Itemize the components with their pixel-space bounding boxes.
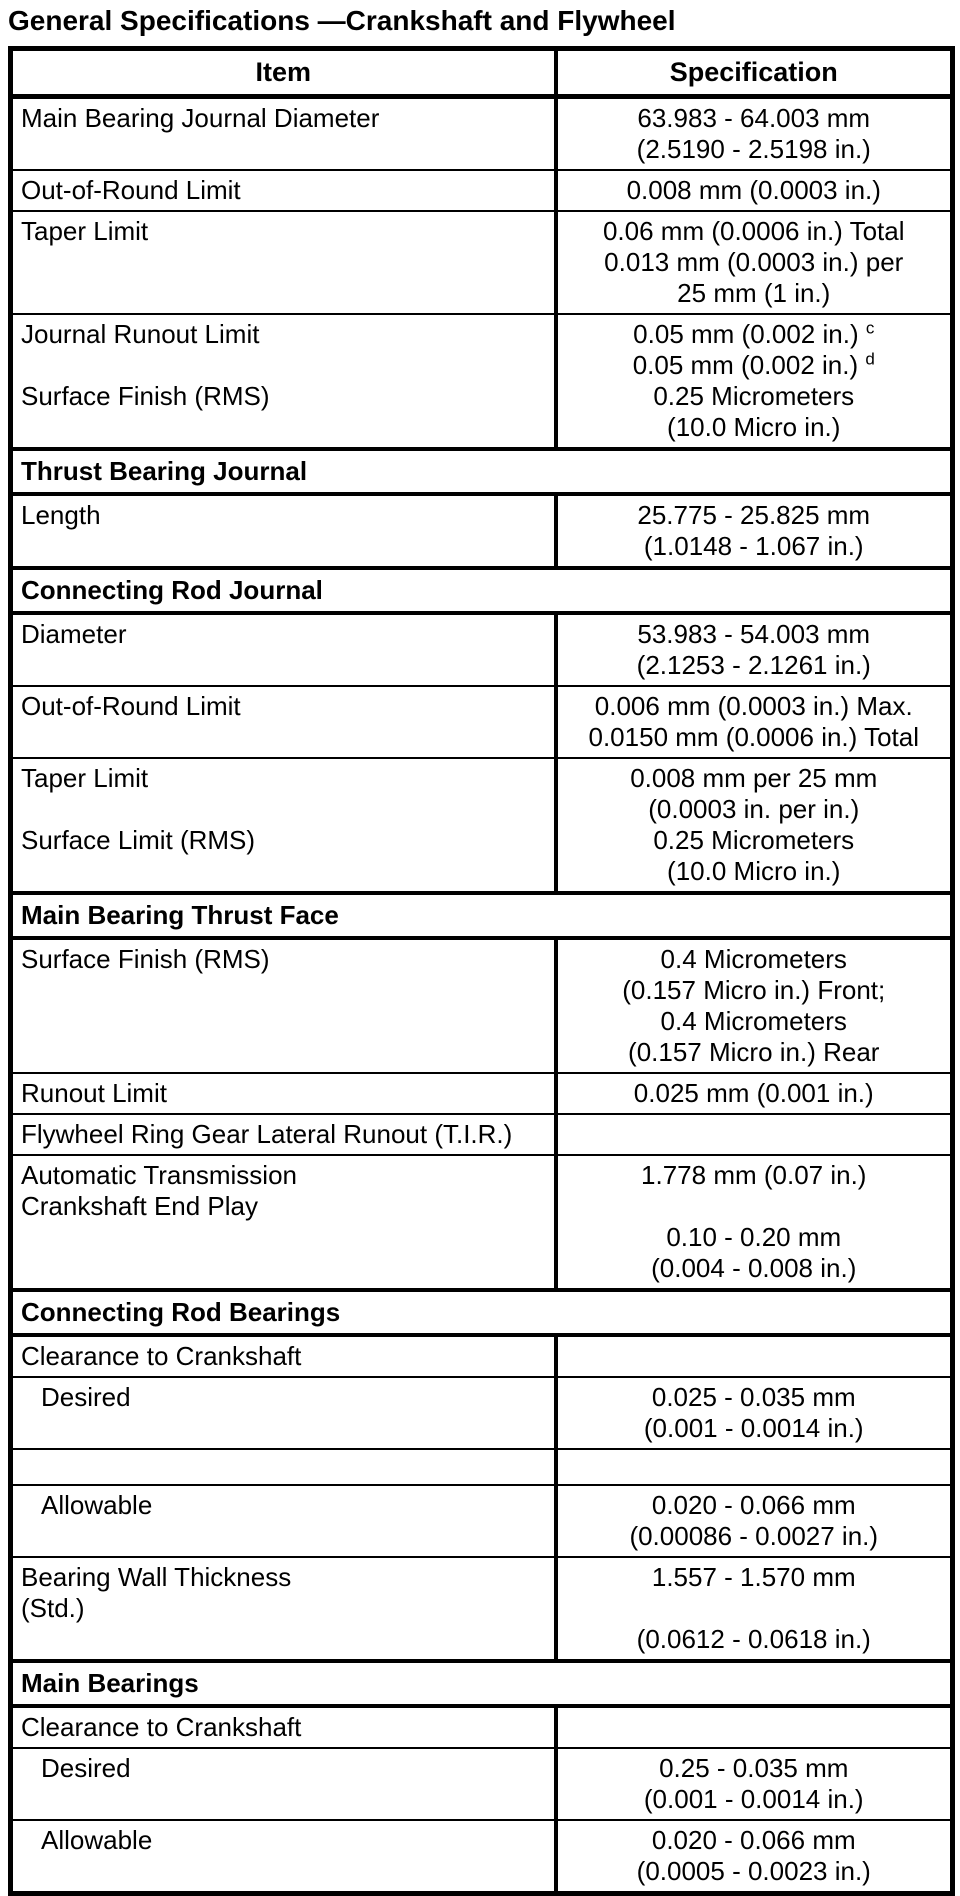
cell-line: 0.06 mm (0.0006 in.) Total <box>602 216 905 246</box>
table-row <box>11 758 953 893</box>
cell-line <box>566 1593 943 1624</box>
section-header: Connecting Rod Journal <box>11 568 953 613</box>
section-header: Main Bearings <box>11 1661 953 1706</box>
section-header: Connecting Rod Bearings <box>11 1290 953 1335</box>
cell-line: 0.4 Micrometers <box>660 1006 847 1036</box>
table-row <box>11 1449 953 1485</box>
spec-cell <box>556 1485 953 1557</box>
cell-line: (0.157 Micro in.) Front; <box>622 975 886 1005</box>
item-cell <box>11 938 556 1073</box>
cell-line: (0.0612 - 0.0618 in.) <box>636 1624 871 1654</box>
spec-cell <box>556 1073 953 1114</box>
cell-line <box>21 350 546 381</box>
table-row <box>11 1485 953 1557</box>
item-cell <box>11 686 556 758</box>
cell-line: Allowable <box>41 1490 153 1520</box>
cell-line: 0.0150 mm (0.0006 in.) Total <box>588 722 919 752</box>
table-row <box>11 1335 953 1377</box>
cell-line: (10.0 Micro in.) <box>667 412 841 442</box>
cell-line: Taper Limit <box>21 763 149 793</box>
cell-line: 0.008 mm (0.0003 in.) <box>626 175 881 205</box>
cell-line <box>566 1191 943 1222</box>
table-row <box>11 1820 953 1894</box>
table-row <box>11 97 953 171</box>
section-header: Thrust Bearing Journal <box>11 449 953 494</box>
cell-line: 0.10 - 0.20 mm <box>666 1222 842 1252</box>
item-cell <box>11 170 556 211</box>
spec-cell <box>556 938 953 1073</box>
item-cell <box>11 211 556 314</box>
table-row <box>11 314 953 449</box>
cell-line: 0.05 mm (0.002 in.) $^c$ <box>633 318 875 349</box>
table-row <box>11 1155 953 1290</box>
cell-line: Surface Finish (RMS) <box>21 944 270 974</box>
cell-line: (2.1253 - 2.1261 in.) <box>636 650 871 680</box>
cell-line: Diameter <box>21 619 127 649</box>
cell-line: Out-of-Round Limit <box>21 691 241 721</box>
item-cell <box>11 1706 556 1748</box>
table-row <box>11 1706 953 1748</box>
section-row <box>11 568 953 613</box>
spec-cell <box>556 314 953 449</box>
cell-line: 25.775 - 25.825 mm <box>637 500 871 530</box>
cell-line: Runout Limit <box>21 1078 167 1108</box>
item-cell <box>11 1820 556 1894</box>
cell-line: Flywheel Ring Gear Lateral Runout (T.I.R.) <box>21 1119 513 1149</box>
item-cell <box>11 97 556 171</box>
item-cell <box>11 1073 556 1114</box>
item-cell <box>11 1377 556 1449</box>
table-row <box>11 1748 953 1820</box>
specs-table-header <box>11 49 953 97</box>
column-header-specification: Specification <box>556 49 953 97</box>
cell-line: 63.983 - 64.003 mm <box>637 103 871 133</box>
spec-cell <box>556 1335 953 1377</box>
cell-line: 0.020 - 0.066 mm <box>651 1490 856 1520</box>
table-row <box>11 686 953 758</box>
cell-line: 53.983 - 54.003 mm <box>637 619 871 649</box>
spec-cell <box>556 170 953 211</box>
cell-line: 0.4 Micrometers <box>660 944 847 974</box>
cell-line: 0.25 - 0.035 mm <box>659 1753 849 1783</box>
cell-line: (0.001 - 0.0014 in.) <box>643 1413 864 1443</box>
cell-line: Taper Limit <box>21 216 149 246</box>
cell-line: 0.013 mm (0.0003 in.) per <box>604 247 904 277</box>
cell-line: 0.008 mm per 25 mm <box>630 763 878 793</box>
spec-cell <box>556 758 953 893</box>
item-cell <box>11 1449 556 1485</box>
cell-line: 1.778 mm (0.07 in.) <box>641 1160 867 1190</box>
spec-cell <box>556 613 953 686</box>
cell-line: 0.25 Micrometers <box>653 825 855 855</box>
cell-line: Journal Runout Limit <box>21 319 260 349</box>
cell-line: 0.025 mm (0.001 in.) <box>633 1078 874 1108</box>
cell-line: (0.157 Micro in.) Rear <box>628 1037 880 1067</box>
cell-line: Surface Finish (RMS) <box>21 381 270 411</box>
item-cell <box>11 314 556 449</box>
cell-line: Desired <box>41 1753 131 1783</box>
cell-line: Clearance to Crankshaft <box>21 1341 302 1371</box>
cell-line: Surface Limit (RMS) <box>21 825 256 855</box>
spec-cell <box>556 97 953 171</box>
cell-line: 0.006 mm (0.0003 in.) Max. <box>594 691 913 721</box>
spec-cell <box>556 1706 953 1748</box>
cell-line: 0.05 mm (0.002 in.) $^d$ <box>632 349 875 380</box>
item-cell <box>11 1335 556 1377</box>
table-row <box>11 211 953 314</box>
table-row <box>11 1377 953 1449</box>
spec-cell <box>556 1377 953 1449</box>
spec-cell <box>556 1748 953 1820</box>
footnote-superscript: c <box>865 318 875 338</box>
cell-line: (0.00086 - 0.0027 in.) <box>629 1521 879 1551</box>
item-cell <box>11 1485 556 1557</box>
cell-line: Main Bearing Journal Diameter <box>21 103 380 133</box>
section-header: Main Bearing Thrust Face <box>11 893 953 938</box>
item-cell <box>11 494 556 568</box>
item-cell <box>11 1748 556 1820</box>
cell-line: (0.001 - 0.0014 in.) <box>643 1784 864 1814</box>
cell-line: Desired <box>41 1382 131 1412</box>
section-row <box>11 1661 953 1706</box>
cell-line: (0.004 - 0.008 in.) <box>651 1253 857 1283</box>
cell-line: Clearance to Crankshaft <box>21 1712 302 1742</box>
cell-line: Automatic Transmission <box>21 1160 297 1190</box>
table-row <box>11 1114 953 1155</box>
cell-line: 1.557 - 1.570 mm <box>651 1562 856 1592</box>
table-row <box>11 170 953 211</box>
spec-cell <box>556 686 953 758</box>
cell-line: Bearing Wall Thickness <box>21 1562 292 1592</box>
specs-table-body <box>11 97 953 1894</box>
section-row <box>11 1290 953 1335</box>
item-cell <box>11 1557 556 1661</box>
cell-line: 0.25 Micrometers <box>653 381 855 411</box>
cell-line: Allowable <box>41 1825 153 1855</box>
cell-line: Length <box>21 500 101 530</box>
section-row <box>11 893 953 938</box>
spec-cell <box>556 1155 953 1290</box>
table-row <box>11 494 953 568</box>
item-cell <box>11 613 556 686</box>
cell-line: 0.020 - 0.066 mm <box>651 1825 856 1855</box>
item-cell <box>11 1114 556 1155</box>
cell-line: Crankshaft End Play <box>21 1191 259 1221</box>
table-row <box>11 938 953 1073</box>
spec-cell <box>556 211 953 314</box>
spec-cell <box>556 1557 953 1661</box>
item-cell <box>11 1155 556 1290</box>
cell-line: (10.0 Micro in.) <box>667 856 841 886</box>
cell-line <box>21 794 546 825</box>
cell-line: (0.0003 in. per in.) <box>648 794 860 824</box>
cell-line: (Std.) <box>21 1593 85 1623</box>
table-row <box>11 1073 953 1114</box>
column-header-item: Item <box>11 49 556 97</box>
spec-cell <box>556 1820 953 1894</box>
spec-cell <box>556 1114 953 1155</box>
table-row <box>11 613 953 686</box>
item-cell <box>11 758 556 893</box>
cell-line: 0.025 - 0.035 mm <box>651 1382 856 1412</box>
specs-table <box>8 46 955 1896</box>
page-title: General Specifications —Crankshaft and Flywheel <box>8 5 676 36</box>
footnote-superscript: d <box>865 349 875 369</box>
spec-cell <box>556 1449 953 1485</box>
header-row <box>11 49 953 97</box>
table-row <box>11 1557 953 1661</box>
cell-line: 25 mm (1 in.) <box>677 278 831 308</box>
cell-line: (1.0148 - 1.067 in.) <box>643 531 864 561</box>
section-row <box>11 449 953 494</box>
cell-line: Out-of-Round Limit <box>21 175 241 205</box>
spec-cell <box>556 494 953 568</box>
cell-line: (0.0005 - 0.0023 in.) <box>636 1856 871 1886</box>
cell-line: (2.5190 - 2.5198 in.) <box>636 134 871 164</box>
